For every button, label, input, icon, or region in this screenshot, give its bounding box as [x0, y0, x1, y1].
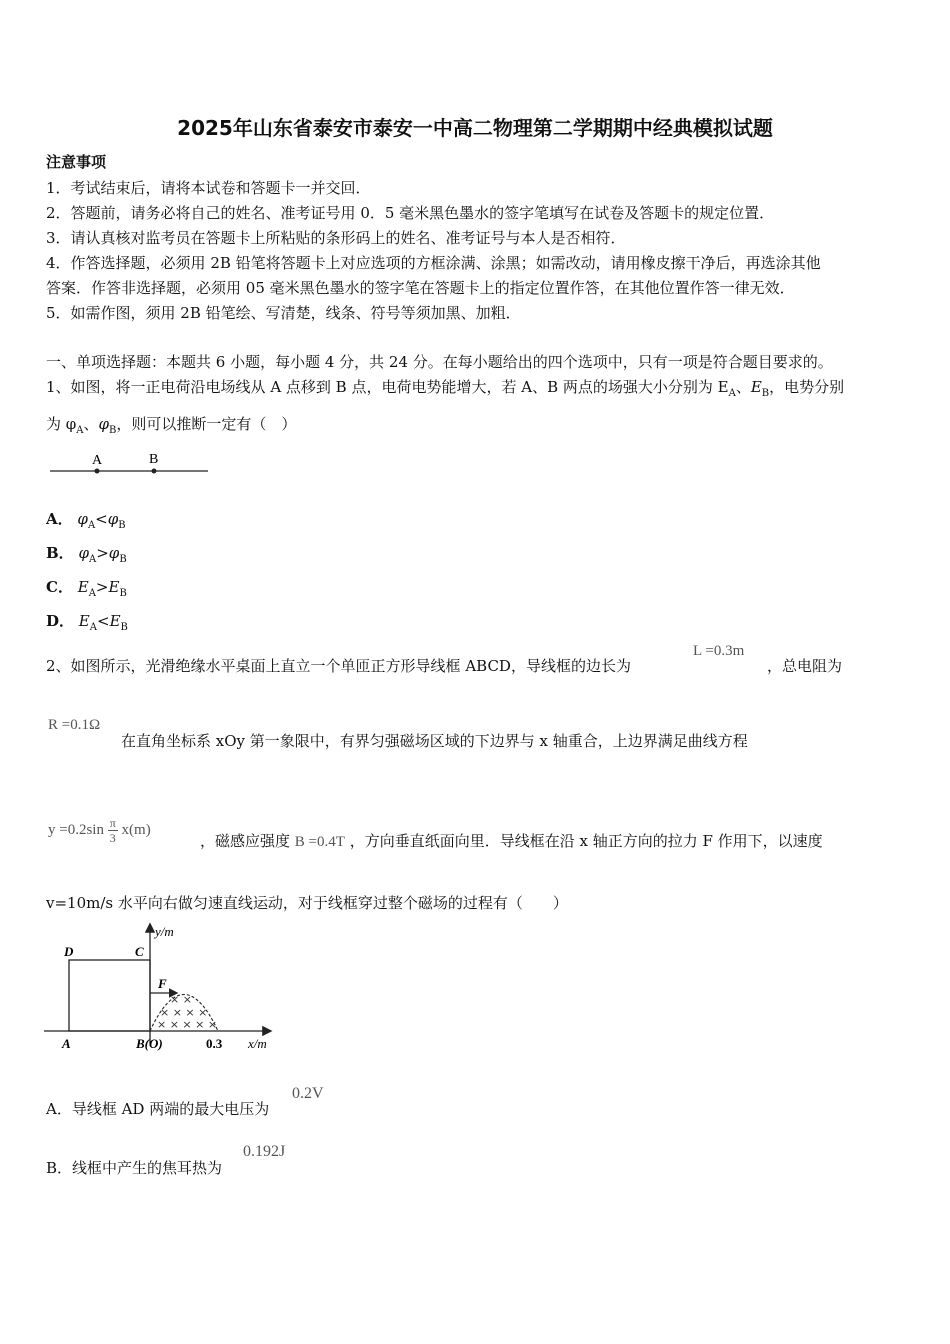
- notice-heading: 注意事项: [46, 153, 107, 171]
- notice-item: 3．请认真核对监考员在答题卡上所粘贴的条形码上的姓名、准考证号与本人是否相符．: [46, 229, 626, 247]
- svg-text:× ×: × ×: [170, 993, 192, 1006]
- q1-field-line-figure: [48, 446, 213, 481]
- q2-option-b: B．线框中产生的焦耳热为: [46, 1159, 223, 1177]
- q1-stem-line2: 为 $\varphi_A$、$\varphi_B$，则可以推断一定有（ ）: [46, 415, 297, 436]
- q1-stem-line1: 1、如图，将一正电荷沿电场线从 A 点移到 B 点，电荷电势能增大，若 A、B 两点的场强大小分别为 $E_A$、$E_B$，电势分别: [46, 378, 845, 399]
- q2-stem-line4: v=10m/s 水平向右做匀速直线运动，对于线框穿过整个磁场的过程有（ ）: [46, 894, 568, 912]
- label-c: C: [135, 944, 144, 959]
- q2-option-a: A．导线框 AD 两端的最大电压为: [46, 1100, 270, 1118]
- q2-magnetic-field-figure: [42, 920, 282, 1055]
- notice-item: 4．作答选择题，必须用 2B 铅笔将答题卡上对应选项的方框涂满、涂黑；如需改动，请用橡皮擦干净后，再选涂其他: [46, 254, 821, 272]
- label-b: B: [149, 452, 159, 467]
- q2-stem-line2: 在直角坐标系 xOy 第一象限中，有界匀强磁场区域的下边界与 x 轴重合，上边界满足曲线方程: [121, 732, 748, 750]
- q1-stem-text: 1、如图，将一正电荷沿电场线从 A 点移到 B 点，电荷电势能增大，若 A、B 两点的场强大小分别为 E: [46, 378, 729, 396]
- svg-text:× × × ×: × × × ×: [160, 1006, 208, 1019]
- notice-item: 2．答题前，请务必将自己的姓名、准考证号用 0．5 毫米黑色墨水的签字笔填写在试卷及答题卡的规定位置．: [46, 204, 775, 222]
- q2-resistance: R =0.1Ω: [48, 717, 101, 733]
- q2-curve-equation: y =0.2sin $\frac{\pi}{3}$ x(m): [48, 816, 151, 845]
- q1-option-b: B． $\varphi_A>\varphi_B$: [46, 544, 127, 565]
- point-a: [95, 469, 100, 474]
- svg-text:× × × × ×: × × × × ×: [157, 1018, 218, 1031]
- q1-option-c: C． $E_A>E_B$: [46, 578, 127, 599]
- q1-option-d: D． $E_A<E_B$: [46, 612, 128, 633]
- point-b: [152, 469, 157, 474]
- q1-stem-text2: 为 φ: [46, 415, 77, 433]
- q2-option-a-value: 0.2V: [292, 1085, 324, 1102]
- section-heading: 一、单项选择题：本题共 6 小题，每小题 4 分，共 24 分。在每小题给出的四个选项中，只有一项是符合题目要求的。: [46, 353, 833, 371]
- q1-stem-tail2: ，则可以推断一定有（ ）: [116, 415, 297, 433]
- q1-stem-tail: ，电势分别: [769, 378, 845, 396]
- y-label: y/m: [155, 924, 174, 939]
- tick-0.3: 0.3: [206, 1036, 223, 1051]
- label-f: F: [158, 976, 167, 991]
- q2-side-length: L =0.3m: [693, 643, 745, 659]
- notice-item: 1．考试结束后，请将本试卷和答题卡一并交回．: [46, 179, 371, 197]
- q2-option-b-value: 0.192J: [243, 1143, 286, 1160]
- label-a: A: [62, 1036, 71, 1051]
- q2-stem-tail: ，总电阻为: [767, 657, 843, 675]
- q2-field-strength: B =0.4T: [294, 834, 345, 850]
- x-label: x/m: [248, 1036, 267, 1051]
- q2-stem-line1: 2、如图所示，光滑绝缘水平桌面上直立一个单匝正方形导线框 ABCD，导线框的边长为: [46, 657, 631, 675]
- label-d: D: [64, 944, 74, 959]
- field-crosses: [157, 993, 217, 1031]
- q1-option-a: A． $\varphi_A<\varphi_B$: [46, 510, 126, 531]
- label-bo: B(O): [136, 1036, 163, 1051]
- notice-item: 答案．作答非选择题，必须用 05 毫米黑色墨水的签字笔在答题卡上的指定位置作答，在其他位置作答一律无效．: [46, 279, 795, 297]
- notice-item: 5．如需作图，须用 2B 铅笔绘、写清楚，线条、符号等须加黑、加粗．: [46, 304, 521, 322]
- label-a: A: [92, 453, 103, 468]
- wire-frame: [69, 960, 150, 1031]
- q2-stem-line3: ，磁感应强度 B =0.4T ，方向垂直纸面向里．导线框在沿 x 轴正方向的拉力 F 作用下，以速度: [200, 832, 823, 850]
- page-title: 2025年山东省泰安市泰安一中高二物理第二学期期中经典模拟试题: [177, 116, 773, 140]
